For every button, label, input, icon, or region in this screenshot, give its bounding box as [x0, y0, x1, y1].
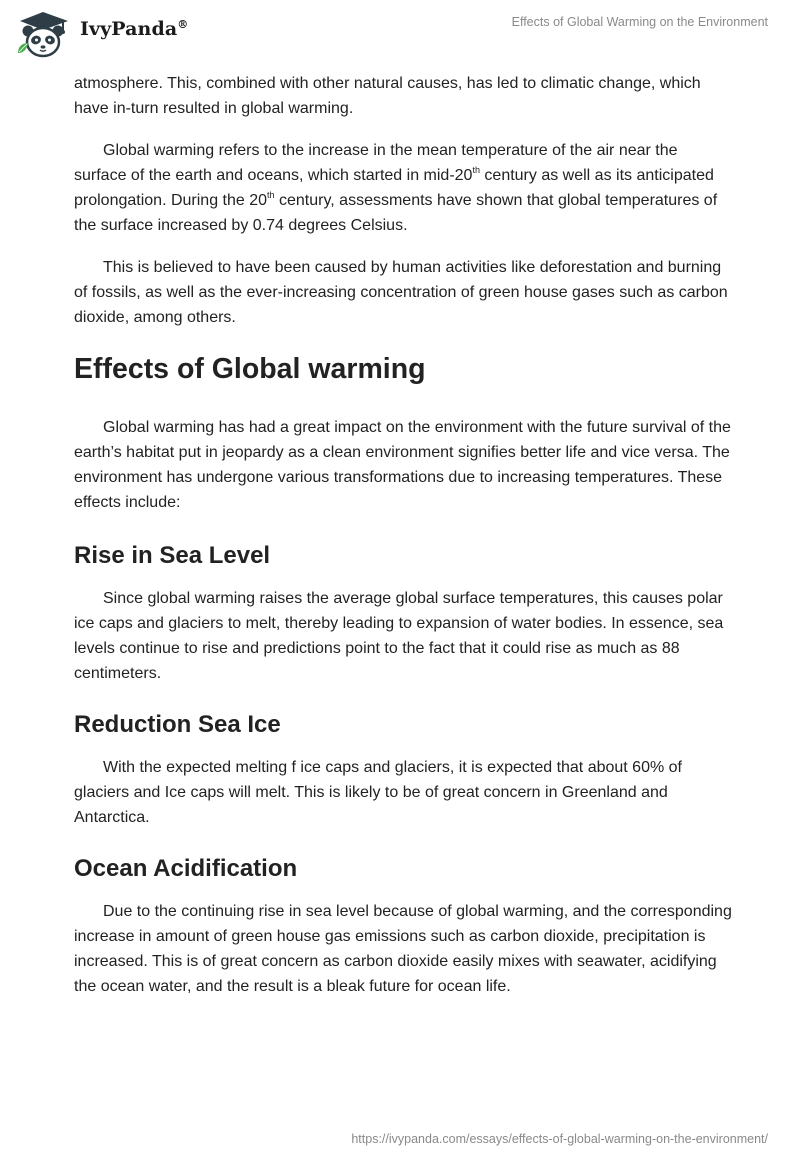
- paragraph-sea-level: Since global warming raises the average global surface temperatures, this causes polar ice caps and glaciers to melt, thereby leading to expansion of water bodies. In essence, sea levels continue to rise and predictions point to the fact that it could rise as much as 88 centimeters.: [74, 590, 724, 682]
- subheading-sea-level: Rise in Sea Level: [74, 542, 271, 569]
- paragraph-text: century, assessments have shown that global temperatures of the surface increased by 0.74 degrees Celsius.: [74, 192, 718, 234]
- document-title: Effects of Global Warming on the Environment: [511, 15, 768, 29]
- registered-mark: ®: [177, 18, 189, 31]
- ivypanda-logo[interactable]: [14, 9, 76, 59]
- paragraph-causes: This is believed to have been caused by human activities like deforestation and burning of fossils, as well as the ever-increasing concentration of green house gases such as carbon dioxide, among others.: [74, 259, 728, 326]
- subheading-ocean-acidification: Ocean Acidification: [74, 855, 298, 882]
- paragraph-ocean-acidification: Due to the continuing rise in sea level because of global warming, and the corresponding increase in amount of green house gas emissions such as carbon dioxide, precipitation is increased. This is of great concern as carbon dioxide easily mixes with seawater, acidifying the ocean water, and the result is a bleak future for ocean life.: [74, 903, 732, 995]
- brand-name[interactable]: [80, 18, 188, 40]
- paragraph-continuation: atmosphere. This, combined with other natural causes, has led to climatic change, which have in-turn resulted in global warming.: [74, 75, 701, 117]
- paragraph-text: Global warming refers to the increase in the mean temperature of the air near the surface of the earth and oceans, which started in mid-20: [74, 142, 678, 184]
- ordinal-suffix: th: [267, 190, 275, 200]
- paragraph-definition: [74, 138, 734, 238]
- brand-text: IvyPanda: [80, 18, 178, 40]
- section-heading: Effects of Global warming: [74, 353, 426, 385]
- page-header: [0, 0, 800, 68]
- ordinal-suffix: th: [472, 165, 480, 175]
- paragraph-text: century as well as its anticipated prolongation. During the 20: [74, 167, 714, 209]
- panda-graduation-cap-icon: [14, 9, 76, 59]
- article-body: [74, 71, 734, 999]
- paragraph-effects-intro: Global warming has had a great impact on the environment with the future survival of the earth’s habitat put in jeopardy as a clean environment signifies better life and vice versa. The environment has undergone various transformations due to increasing temperatures. These effects include:: [74, 419, 731, 511]
- subheading-sea-ice: Reduction Sea Ice: [74, 711, 281, 738]
- source-url-link[interactable]: https://ivypanda.com/essays/effects-of-global-warming-on-the-environment/: [351, 1132, 768, 1146]
- paragraph-sea-ice: With the expected melting f ice caps and glaciers, it is expected that about 60% of glaciers and Ice caps will melt. This is likely to be of great concern in Greenland and Antarctica.: [74, 759, 682, 826]
